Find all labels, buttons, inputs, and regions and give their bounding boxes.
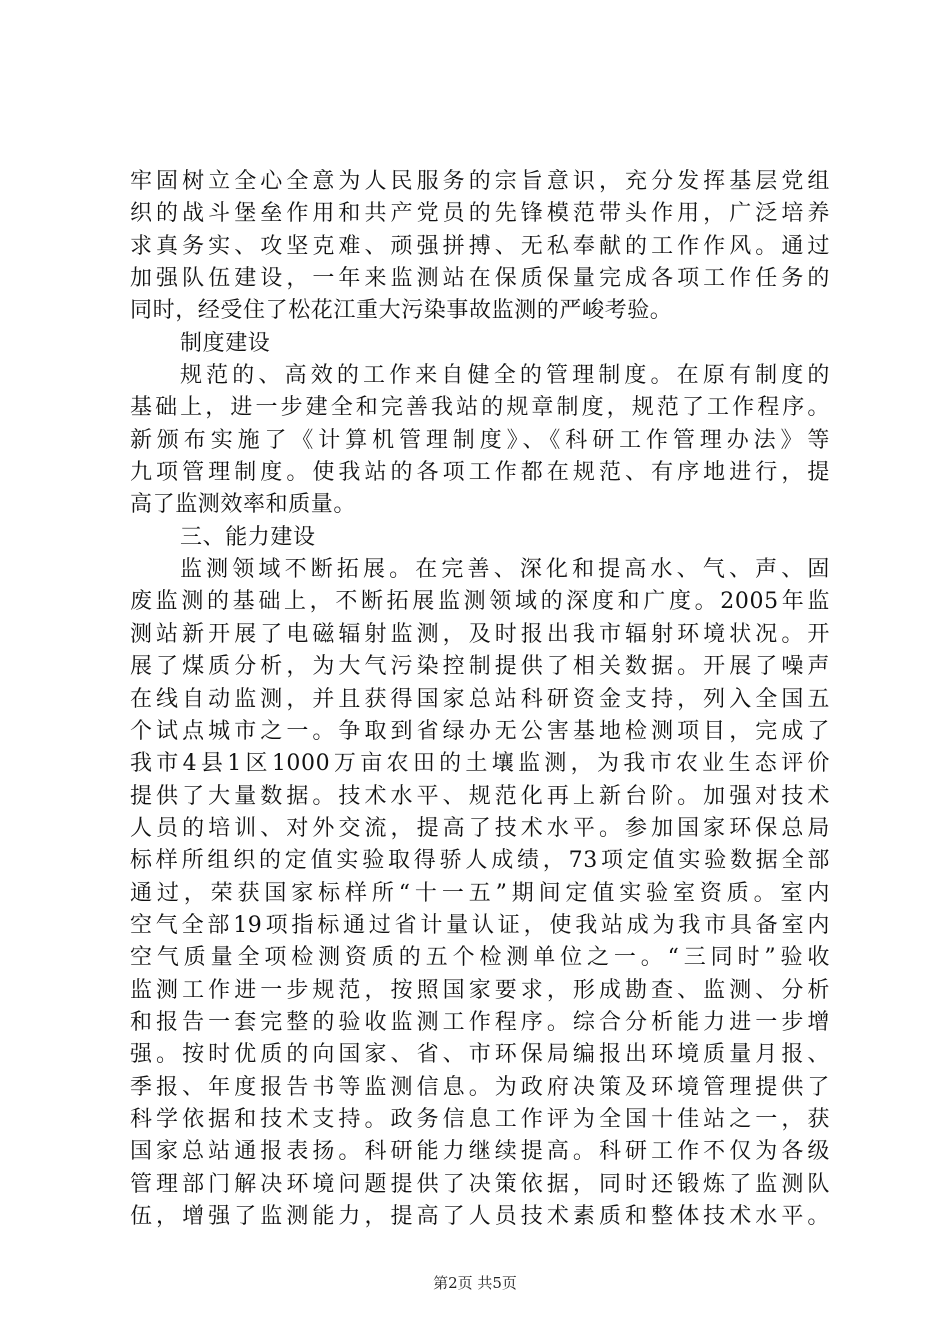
text-line: 监测领域不断拓展。在完善、深化和提高水、气、声、固: [180, 557, 830, 583]
text-line: 在线自动监测，并且获得国家总站科研资金支持，列入全国五: [130, 686, 830, 712]
text-line: 测站新开展了电磁辐射监测，及时报出我市辐射环境状况。开: [130, 621, 830, 647]
text-line: 个试点城市之一。争取到省绿办无公害基地检测项目，完成了: [130, 718, 830, 744]
section-heading: 三、能力建设: [180, 524, 316, 550]
text-line: 监测工作进一步规范，按照国家要求，形成勘查、监测、分析: [130, 977, 830, 1003]
text-line: 废监测的基础上，不断拓展监测领域的深度和广度。2005年监: [130, 589, 830, 615]
text-line: 同时，经受住了松花江重大污染事故监测的严峻考验。: [130, 298, 673, 324]
text-line: 管理部门解决环境问题提供了决策依据，同时还锻炼了监测队: [130, 1171, 830, 1197]
text-line: 展了煤质分析，为大气污染控制提供了相关数据。开展了噪声: [130, 654, 830, 680]
text-line: 空气质量全项检测资质的五个检测单位之一。“三同时”验收: [130, 945, 830, 971]
text-line: 强。按时优质的向国家、省、市环保局编报出环境质量月报、: [130, 1042, 830, 1068]
text-line: 科学依据和技术支持。政务信息工作评为全国十佳站之一，获: [130, 1106, 830, 1132]
text-line: 我市4县1区1000万亩农田的土壤监测，为我市农业生态评价: [130, 751, 830, 777]
text-line: 基础上，进一步建全和完善我站的规章制度，规范了工作程序。: [130, 395, 830, 421]
text-line: 织的战斗堡垒作用和共产党员的先锋模范带头作用，广泛培养: [130, 201, 830, 227]
text-line: 伍，增强了监测能力，提高了人员技术素质和整体技术水平。: [130, 1204, 830, 1229]
text-line: 新颁布实施了《计算机管理制度》、《科研工作管理办法》等: [130, 427, 830, 453]
text-line: 牢固树立全心全意为人民服务的宗旨意识，充分发挥基层党组: [130, 169, 830, 194]
text-line: 求真务实、攻坚克难、顽强拼搏、无私奉献的工作作风。通过: [130, 233, 830, 259]
text-line: 通过，荣获国家标样所“十一五”期间定值实验室资质。室内: [130, 880, 830, 906]
text-line: 高了监测效率和质量。: [130, 492, 357, 518]
text-line: 九项管理制度。使我站的各项工作都在规范、有序地进行，提: [130, 460, 830, 486]
section-heading: 制度建设: [180, 330, 271, 356]
page-footer: 第2页 共5页: [433, 1274, 517, 1292]
text-line: 人员的培训、对外交流，提高了技术水平。参加国家环保总局: [130, 815, 830, 841]
text-line: 空气全部19项指标通过省计量认证，使我站成为我市具备室内: [130, 912, 830, 938]
text-line: 规范的、高效的工作来自健全的管理制度。在原有制度的: [180, 363, 830, 389]
text-line: 和报告一套完整的验收监测工作程序。综合分析能力进一步增: [130, 1009, 830, 1035]
text-line: 加强队伍建设，一年来监测站在保质保量完成各项工作任务的: [130, 266, 830, 292]
text-line: 提供了大量数据。技术水平、规范化再上新台阶。加强对技术: [130, 783, 830, 809]
document-body: [130, 166, 830, 1233]
text-line: 国家总站通报表扬。科研能力继续提高。科研工作不仅为各级: [130, 1139, 830, 1165]
text-line: 标样所组织的定值实验取得骄人成绩，73项定值实验数据全部: [130, 848, 830, 874]
text-line: 季报、年度报告书等监测信息。为政府决策及环境管理提供了: [130, 1074, 830, 1100]
